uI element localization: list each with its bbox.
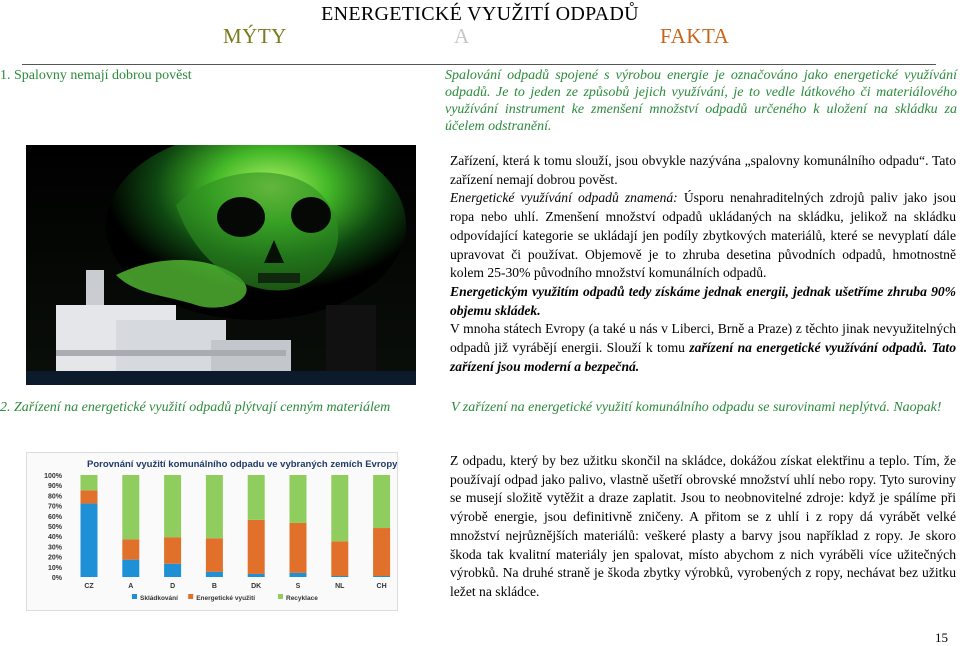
x-tick-label: S — [295, 583, 301, 590]
header-fakta: FAKTA — [660, 24, 730, 48]
legend-label: Skládkování — [140, 595, 178, 602]
bar-segment-dk — [248, 574, 265, 577]
y-tick-label: 90% — [47, 483, 62, 491]
x-tick-label: CZ — [84, 583, 94, 590]
bar-segment-d — [164, 564, 181, 577]
y-tick-label: 80% — [47, 493, 62, 501]
bar-segment-a — [122, 560, 139, 577]
fact-1-heading: Spalování odpadů spojené s výrobou energie je označováno jako energetické využívání odpadů. Je to jeden ze způsobů jejich využívání, je to vedle látkového či materiálového využívání instrument ke zmenšení množství odpadů určeného k uložení na skládku za účelem odstranění. — [445, 68, 957, 134]
chart-svg — [27, 453, 397, 610]
fact-1-emphasis-3: zařízení na energetické využívání odpadů. Tato zařízení jsou moderní a bezpečná. — [450, 340, 957, 374]
bar-segment-b — [206, 572, 223, 577]
fact-1-body — [450, 152, 956, 376]
y-tick-label: 30% — [47, 544, 62, 552]
y-tick-label: 60% — [47, 513, 62, 521]
y-tick-label: 40% — [47, 534, 62, 542]
header-divider — [22, 64, 936, 65]
y-tick-label: 0% — [51, 575, 62, 582]
legend-swatch — [132, 594, 137, 599]
bar-segment-s — [290, 475, 307, 523]
y-tick-label: 20% — [47, 554, 62, 562]
fact-2-body: Z odpadu, který by bez užitku skončil na skládce, dokážou získat elektřinu a teplo. Tím, že používají odpad jako palivo, vlastně ušetří obrovské množství uhlí nebo ropy. Tyto suroviny se musejí složitě vytěžit a draze zaplatit. Jsou to neobnovitelné zdroje: když je spálíme při výrobě energie, jsou definitivně zničeny. A přitom se z uhlí i z ropy dá vyrábět velké množství nejrůznějších materiálů: veškeré plasty a barvy jsou například z ropy. Je skoro škoda tak kvalitní materiály jen spalovat, místo abychom z nich vyráběli více užitečných výrobků. Na druhé straně je škoda zbytky výrobků, vyrobených z ropy, nechávat bez užitku ležet na skládce. — [450, 453, 956, 599]
x-tick-label: D — [170, 583, 176, 590]
bar-segment-s — [290, 573, 307, 577]
fact-1-emphasis-2: Energetickým využitím odpadů tedy získáme jednak energii, jednak ušetříme zhruba 90% objemu skládek. — [450, 283, 956, 318]
x-tick-label: A — [128, 583, 134, 590]
fact-1-sentence-3: Úsporu nenahraditelných zdrojů paliv jako jsou ropa nebo uhlí. Zmenšení množství odpadů ukládaných na skládku, jelikož na skládku odpovídající kategorie se ukládají jen podíly zbytkových materiálů, které se nevyplatí dále upravovat či používat. Objemově je to zhruba desetina původních odpadů, hmotnostně kolem 25-30% původního množství komunálních odpadů. — [450, 190, 956, 281]
page-title: ENERGETICKÉ VYUŽITÍ ODPADŮ — [321, 3, 639, 25]
bar-segment-dk — [248, 475, 265, 520]
x-tick-label: B — [211, 583, 217, 590]
myth-2: 2. Zařízení na energetické využití odpadů plýtvají cenným materiálem — [0, 400, 391, 415]
legend-swatch — [278, 594, 283, 599]
bar-segment-dk — [248, 520, 265, 574]
bar-segment-nl — [331, 541, 348, 576]
bar-segment-cz — [81, 490, 98, 503]
x-tick-label: CH — [376, 583, 387, 590]
x-tick-label: NL — [335, 583, 345, 590]
bar-segment-cz — [81, 504, 98, 577]
bar-segment-d — [164, 475, 181, 537]
bar-segment-cz — [81, 475, 98, 490]
incinerator-skull-smoke-image — [26, 145, 416, 385]
bar-segment-b — [206, 475, 223, 538]
y-tick-label: 100% — [44, 473, 62, 480]
bar-segment-ch — [373, 475, 390, 528]
header-a: A — [454, 24, 470, 48]
bar-segment-nl — [331, 475, 348, 541]
bar-segment-b — [206, 538, 223, 572]
waste-usage-chart — [26, 452, 398, 611]
y-tick-label: 10% — [47, 564, 62, 572]
header-myty: MÝTY — [223, 24, 287, 48]
y-tick-label: 50% — [47, 524, 62, 531]
bar-segment-s — [290, 523, 307, 573]
myth-1: 1. Spalovny nemají dobrou pověst — [0, 68, 192, 83]
legend-label: Energetické využití — [196, 595, 256, 602]
fact-2-heading: V zařízení na energetické využití komunálního odpadu se surovinami neplýtvá. Naopak! — [451, 400, 942, 415]
bar-segment-ch — [373, 528, 390, 576]
page-number: 15 — [935, 630, 948, 645]
bar-segment-ch — [373, 576, 390, 577]
fact-1-sentence-1: Zařízení, která k tomu slouží, jsou obvykle nazývána „spalovny komunálního odpadu“. Tato zařízení nemají dobrou pověst. — [450, 153, 956, 187]
fact-1-sentence-5: V mnoha státech Evropy (a také u nás v Liberci, Brně a Praze) z těchto jinak nevyužitelných odpadů již vyrábějí energii. Slouží k tomu — [450, 321, 956, 356]
legend-swatch — [188, 594, 193, 599]
fact-1-emphasis-1: Energetické využívání odpadů znamená: — [450, 190, 678, 206]
bar-segment-a — [122, 475, 139, 539]
bar-segment-d — [164, 537, 181, 564]
y-tick-label: 70% — [47, 503, 62, 511]
x-tick-label: DK — [251, 583, 262, 590]
chart-title: Porovnání využití komunálního odpadu ve vybraných zemích Evropy — [87, 459, 397, 470]
bar-segment-a — [122, 539, 139, 559]
legend-label: Recyklace — [286, 595, 318, 602]
bar-segment-nl — [331, 576, 348, 577]
